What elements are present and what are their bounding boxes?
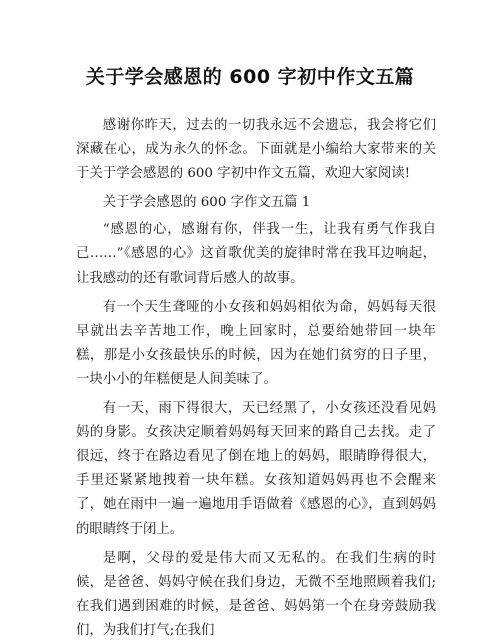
body-paragraph: 是啊，父母的爱是伟大而又无私的。在我们生病的时候，是爸爸、妈妈守候在我们身边，无微不至地照顾着我们;在我们遇到困难的时候，是爸爸、妈妈第一个在身旁鼓励我们，为我们打气;在我们: [76, 550, 436, 638]
body-paragraph: 有一个天生聋哑的小女孩和妈妈相依为命，妈妈每天很早就出去辛苦地工作，晚上回家时，总要给她带回一块年糕，那是小女孩最快乐的时候，因为在她们贫穷的日子里，一块小小的年糕便是人间美味了。: [76, 299, 436, 387]
body-paragraph: “感恩的心，感谢有你，伴我一生，让我有勇气作我自己……”《感恩的心》这首歌优美的旋律时常在我耳边响起，让我感动的还有歌词背后感人的故事。: [76, 222, 436, 286]
body-paragraph: 有一天，雨下得很大，天已经黑了，小女孩还没看见妈妈的身影。女孩决定顺着妈妈每天回来的路自己去找。走了很远，终于在路边看见了倒在地上的妈妈，眼睛睁得很大，手里还紧紧地拽着一块年糕。女孩知道妈妈再也不会醒来了，她在雨中一遍一遍地用手语做着《感恩的心》，直到妈妈的眼睛终于闭上。: [76, 401, 436, 537]
intro-paragraph: 感谢你昨天，过去的一切我永远不会遗忘，我会将它们深藏在心，成为永久的怀念。下面就是小编给大家带来的关于关于学会感恩的 600 字初中作文五篇，欢迎大家阅读!: [76, 118, 436, 182]
document-title: 关于学会感恩的 600 字初中作文五篇: [85, 66, 415, 88]
document-body: [76, 114, 436, 643]
section-heading: 关于学会感恩的 600 字作文五篇 1: [102, 195, 311, 211]
